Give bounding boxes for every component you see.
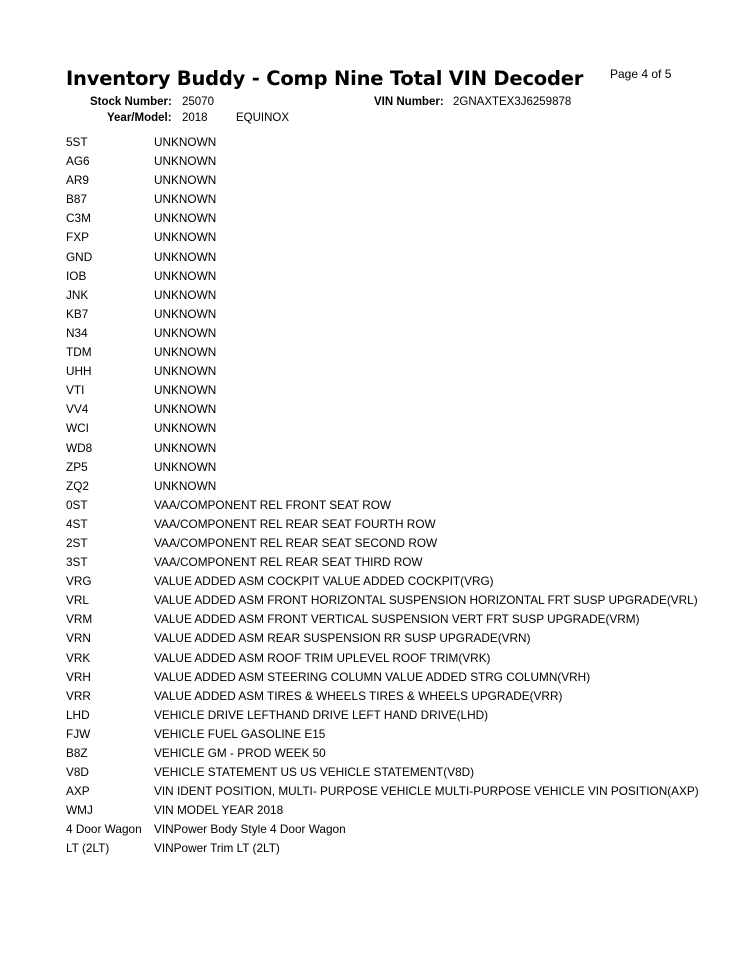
document-title: Inventory Buddy - Comp Nine Total VIN Decoder [66,67,584,90]
option-description: UNKNOWN [154,192,217,207]
option-code: LT (2LT) [66,841,110,856]
option-row [66,267,726,286]
option-row [66,190,726,209]
option-code: VRG [66,574,92,589]
option-row [66,400,726,419]
option-description: UNKNOWN [154,268,217,283]
option-code: VTI [66,383,85,398]
option-code: AXP [66,784,90,799]
option-code: 2ST [66,535,88,550]
option-code: C3M [66,211,91,226]
option-row [66,591,726,610]
option-description: UNKNOWN [154,345,217,360]
option-description: VALUE ADDED ASM TIRES & WHEELS TIRES & WHEELS UPGRADE(VRR) [154,688,563,703]
option-description: VALUE ADDED ASM ROOF TRIM UPLEVEL ROOF TRIM(VRK) [154,650,491,665]
option-row [66,477,726,496]
option-row [66,839,726,858]
year-model-label [107,110,172,126]
option-code: GND [66,249,93,264]
option-description: VALUE ADDED ASM REAR SUSPENSION RR SUSP UPGRADE(VRN) [154,631,531,646]
option-code: LHD [66,707,90,722]
option-code: VRK [66,650,91,665]
option-code: VRL [66,593,89,608]
option-row [66,515,726,534]
option-row [66,553,726,572]
option-description: UNKNOWN [154,421,217,436]
option-code: IOB [66,268,87,283]
stock-number-label [90,94,172,110]
option-code: ZP5 [66,459,88,474]
option-code: 4ST [66,516,88,531]
option-row [66,744,726,763]
option-row [66,496,726,515]
option-row [66,286,726,305]
option-description: VALUE ADDED ASM FRONT HORIZONTAL SUSPENSION HORIZONTAL FRT SUSP UPGRADE(VRL) [154,593,698,608]
option-description: UNKNOWN [154,173,217,188]
option-description: UNKNOWN [154,249,217,264]
option-code: B8Z [66,746,88,760]
option-description: VAA/COMPONENT REL REAR SEAT SECOND ROW [154,535,438,550]
option-row [66,801,726,820]
option-row [66,362,726,381]
option-description: VEHICLE STATEMENT US US VEHICLE STATEMENT(V8D) [154,765,475,780]
vin-number-value: 2GNAXTEX3J6259878 [453,96,572,108]
option-description: VIN MODEL YEAR 2018 [154,803,284,818]
option-row [66,572,726,591]
option-description: UNKNOWN [154,154,217,169]
option-description: VAA/COMPONENT REL REAR SEAT FOURTH ROW [154,516,436,531]
option-code: FJW [66,726,91,741]
option-description: VAA/COMPONENT REL REAR SEAT THIRD ROW [154,555,423,570]
option-description: UNKNOWN [154,440,217,455]
option-description: VIN IDENT POSITION, MULTI- PURPOSE VEHICLE MULTI-PURPOSE VEHICLE VIN POSITION(AXP) [154,784,699,799]
option-description: UNKNOWN [154,459,217,474]
option-row [66,171,726,190]
option-code: VRR [66,688,91,703]
option-description: VALUE ADDED ASM FRONT VERTICAL SUSPENSION VERT FRT SUSP UPGRADE(VRM) [154,612,640,627]
option-code: 4 Door Wagon [66,822,142,837]
year-model-label-text: Year/Model: [107,112,172,124]
option-code: VV4 [66,402,89,417]
option-description: VINPower Body Style 4 Door Wagon [154,822,346,837]
option-code: AR9 [66,173,89,188]
option-code: B87 [66,192,87,207]
option-row [66,629,726,648]
option-code: TDM [66,345,92,360]
option-description: VALUE ADDED ASM STEERING COLUMN VALUE ADDED STRG COLUMN(VRH) [154,669,591,684]
option-description: UNKNOWN [154,364,217,379]
option-description: VINPower Trim LT (2LT) [154,841,280,856]
option-code: FXP [66,230,89,245]
option-code: N34 [66,325,88,340]
stock-number-value: 25070 [182,96,214,108]
option-description: UNKNOWN [154,306,217,321]
option-code: WD8 [66,440,93,455]
option-description: VEHICLE DRIVE LEFTHAND DRIVE LEFT HAND DRIVE(LHD) [154,707,489,722]
option-description: UNKNOWN [154,383,217,398]
option-row [66,687,726,706]
option-row [66,228,726,247]
option-code: 0ST [66,497,88,512]
option-description: UNKNOWN [154,325,217,340]
option-code: UHH [66,364,92,379]
option-description: UNKNOWN [154,135,217,149]
option-code: WCI [66,421,89,436]
page-number: Page 4 of 5 [610,67,672,81]
option-row [66,706,726,725]
model-value: EQUINOX [236,112,290,124]
option-code: 5ST [66,135,88,149]
option-row [66,324,726,343]
option-code: AG6 [66,154,90,169]
option-code: KB7 [66,306,89,321]
option-code: VRH [66,669,91,684]
option-code: VRN [66,631,91,646]
option-row [66,343,726,362]
option-row [66,610,726,629]
option-description: UNKNOWN [154,230,217,245]
option-row [66,534,726,553]
option-code: WMJ [66,803,93,818]
option-code: ZQ2 [66,478,89,493]
option-code-list [66,133,726,859]
option-description: UNKNOWN [154,402,217,417]
option-code: 3ST [66,555,88,570]
vin-number-label-text: VIN Number: [374,96,444,108]
option-row [66,782,726,801]
option-row [66,209,726,228]
option-row [66,458,726,477]
option-code: V8D [66,765,89,780]
option-description: UNKNOWN [154,287,217,302]
option-code: VRM [66,612,93,627]
option-row [66,820,726,839]
option-code: JNK [66,287,89,302]
year-value: 2018 [182,112,208,124]
option-row [66,248,726,267]
option-row [66,419,726,438]
option-description: UNKNOWN [154,478,217,493]
option-row [66,305,726,324]
option-row [66,381,726,400]
option-description: VAA/COMPONENT REL FRONT SEAT ROW [154,497,392,512]
option-row [66,668,726,687]
vin-number-label [374,94,444,110]
option-row [66,725,726,744]
option-row [66,763,726,782]
option-row [66,152,726,171]
option-description: VEHICLE GM - PROD WEEK 50 [154,746,326,760]
option-row [66,133,726,152]
option-row [66,439,726,458]
option-description: VALUE ADDED ASM COCKPIT VALUE ADDED COCKPIT(VRG) [154,574,494,589]
option-description: UNKNOWN [154,211,217,226]
stock-number-label-text: Stock Number: [90,96,172,108]
option-description: VEHICLE FUEL GASOLINE E15 [154,726,326,741]
option-row [66,649,726,668]
